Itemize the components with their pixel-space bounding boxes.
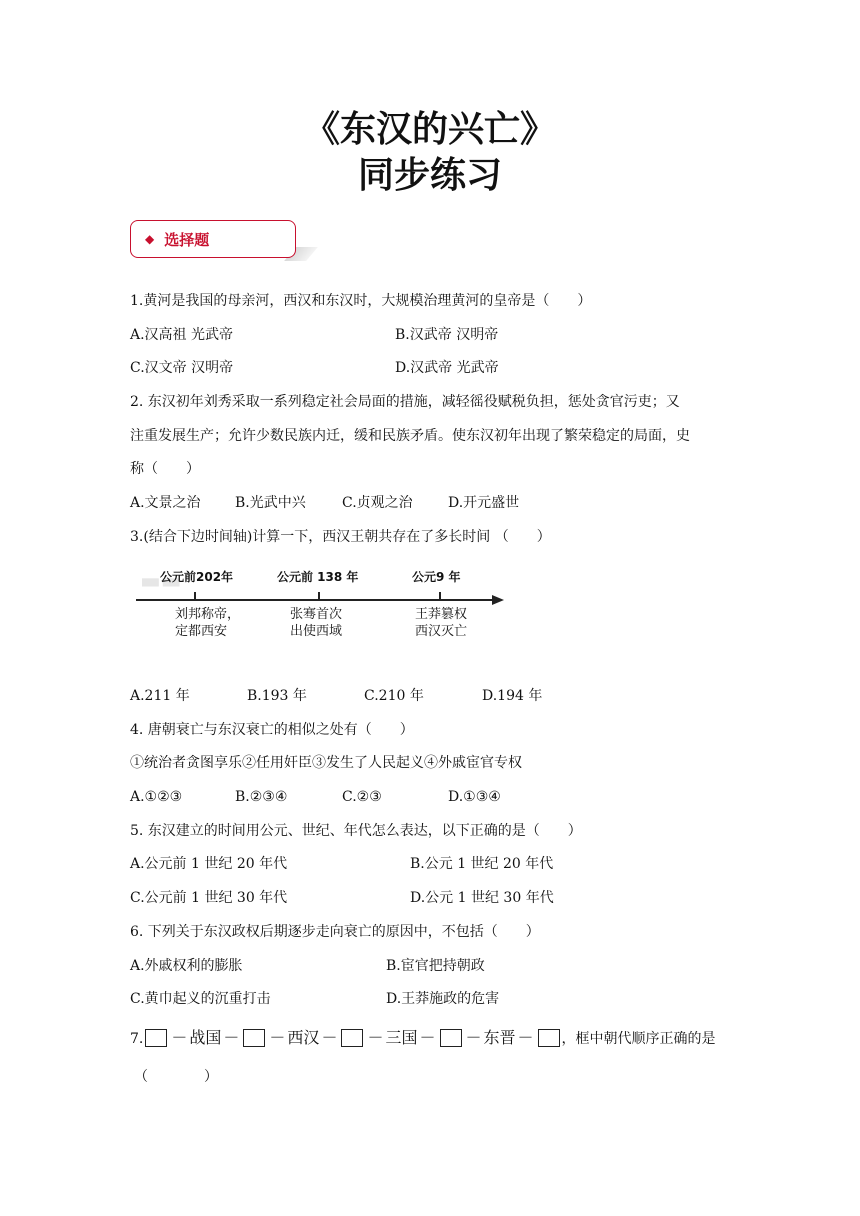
timeline-event-3-line-1: 王莽篡权 [415,607,468,622]
q6-option-a: A.外戚权利的膨胀 [130,958,243,974]
timeline-figure [130,566,510,648]
era-western-han: 西汉 [287,1028,320,1047]
q1-option-b: B.汉武帝 汉明帝 [395,327,499,343]
q4-option-c: C.②③ [342,789,382,805]
q4-option-d: D.①③④ [448,789,501,805]
dash-separator: － [269,1028,286,1047]
blank-box-1 [145,1029,167,1047]
q3-option-a: A.211 年 [130,688,190,704]
question-2-stem-line-3: 称（ ） [130,461,200,477]
q3-option-c: C.210 年 [364,688,424,704]
question-4-stem: 4. 唐朝衰亡与东汉衰亡的相似之处有（ ） [130,722,414,738]
question-4-statements: ①统治者贪图享乐②任用奸臣③发生了人民起义④外戚宦官专权 [130,755,522,771]
era-eastern-jin: 东晋 [483,1028,516,1047]
timeline-event-1-line-2: 定都西安 [175,624,228,639]
q2-option-d: D.开元盛世 [448,495,520,511]
question-5-stem: 5. 东汉建立的时间用公元、世纪、年代怎么表达，以下正确的是（ ） [130,823,582,839]
question-7-answer-paren: （ ） [134,1069,218,1085]
q4-option-a: A.①②③ [130,789,183,805]
section-label: 选择题 [164,230,210,249]
q3-option-b: B.193 年 [247,688,307,704]
dash-separator: － [517,1028,534,1047]
timeline-event-1-line-1: 刘邦称帝， [175,607,241,622]
timeline-event-2-line-2: 出使西域 [290,624,343,639]
q3-option-d: D.194 年 [482,688,543,704]
dash-separator: － [367,1028,384,1047]
timeline-year-2: 公元前 138 年 [277,570,359,584]
q5-option-c: C.公元前 1 世纪 30 年代 [130,890,288,906]
diamond-icon: ◆ [145,232,155,246]
q5-option-d: D.公元 1 世纪 30 年代 [410,890,554,906]
question-7-number: 7. [130,1031,144,1047]
blank-box-4 [440,1029,462,1047]
q1-option-a: A.汉高祖 光武帝 [130,327,234,343]
dash-separator: － [223,1028,240,1047]
question-2-stem-line-2: 注重发展生产；允许少数民族内迁，缓和民族矛盾。使东汉初年出现了繁荣稳定的局面，史 [130,428,690,444]
q2-option-a: A.文景之治 [130,495,201,511]
timeline-year-1: 公元前202年 [160,570,234,584]
era-three-kingdoms: 三国 [385,1028,418,1047]
question-3-stem: 3.(结合下边时间轴)计算一下，西汉王朝共存在了多长时间 （ ） [130,529,551,545]
q2-option-c: C.贞观之治 [342,495,413,511]
dash-separator: － [321,1028,338,1047]
q1-option-d: D.汉武帝 光武帝 [395,360,499,376]
blank-box-3 [341,1029,363,1047]
section-header-multiple-choice [130,220,296,258]
timeline-event-2-line-1: 张骞首次 [290,607,343,622]
q5-option-b: B.公元 1 世纪 20 年代 [410,856,554,872]
document-subtitle: 同步练习 [357,155,502,196]
svg-text:▬▬: ▬▬ [140,569,182,594]
document-title: 《东汉的兴亡》 [303,109,556,150]
q4-option-b: B.②③④ [235,789,288,805]
question-6-stem: 6. 下列关于东汉政权后期逐步走向衰亡的原因中，不包括（ ） [130,924,540,940]
timeline-event-3-line-2: 西汉灭亡 [415,624,468,639]
q2-option-b: B.光武中兴 [235,495,306,511]
dash-separator: － [419,1028,436,1047]
dash-separator: － [171,1028,188,1047]
timeline-arrowhead [492,595,504,605]
blank-box-2 [243,1029,265,1047]
q6-option-b: B.宦官把持朝政 [386,958,485,974]
question-1-stem: 1.黄河是我国的母亲河，西汉和东汉时，大规模治理黄河的皇帝是（ ） [130,293,592,309]
q6-option-c: C.黄巾起义的沉重打击 [130,991,271,1007]
q5-option-a: A.公元前 1 世纪 20 年代 [130,856,288,872]
timeline-year-3: 公元9 年 [412,570,461,584]
era-warring-states: 战国 [189,1028,222,1047]
dash-separator: － [465,1028,482,1047]
question-7-stem [130,1029,716,1048]
question-7-tail: ，框中朝代顺序正确的是 [561,1031,716,1047]
blank-box-5 [538,1029,560,1047]
q6-option-d: D.王莽施政的危害 [386,991,500,1007]
question-2-stem-line-1: 2. 东汉初年刘秀采取一系列稳定社会局面的措施，减轻徭役赋税负担，惩处贪官污吏；又 [130,394,680,410]
q1-option-c: C.汉文帝 汉明帝 [130,360,234,376]
